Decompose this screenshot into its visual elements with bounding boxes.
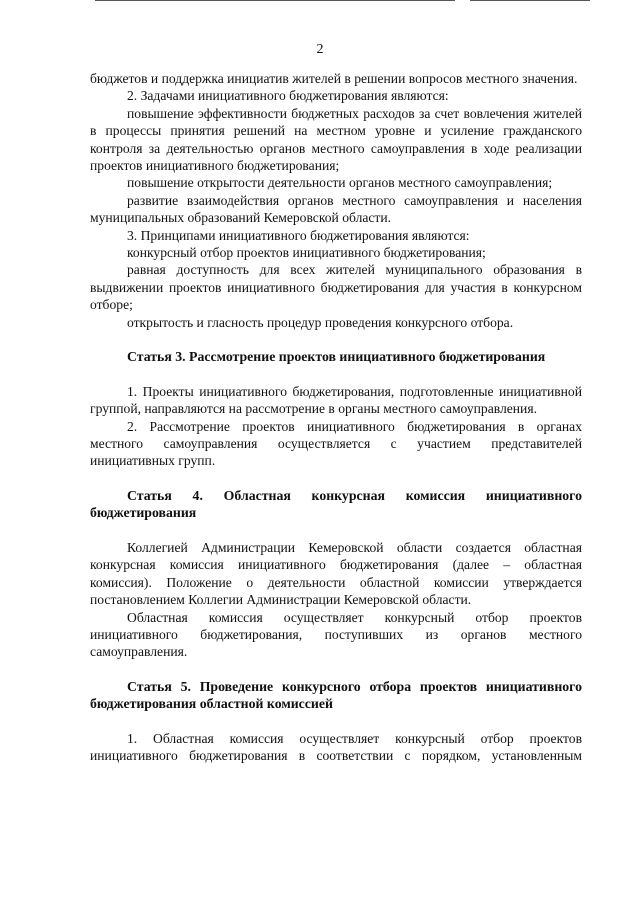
paragraph: конкурсный отбор проектов инициативного бюджетирования; [127,245,486,261]
paragraph: повышение открытости деятельности органов местного самоуправления; [127,175,553,191]
paragraph: Коллегией Администрации Кемеровской области создается областная конкурсная комиссия инициативного бюджетирования (далее – областная комиссия). Положение о деятельности областной комиссии утверждается постановлением Коллегии Администрации Кемеровской области. [90,539,582,608]
paragraph: 2. Рассмотрение проектов инициативного бюджетирования в органах местного самоуправления осуществляется с участием представителей инициативных групп. [90,418,582,469]
section-spacer [90,470,582,487]
section-spacer [90,331,582,348]
article-heading: Статья 3. Рассмотрение проектов инициативного бюджетирования [127,349,546,365]
paragraph: развитие взаимодействия органов местного самоуправления и населения муниципальных образований Кемеровской области. [90,192,582,226]
paragraph: открытость и гласность процедур проведения конкурсного отбора. [127,314,514,330]
article-heading: Статья 4. Областная конкурсная комиссия инициативного бюджетирования [90,487,582,521]
paragraph: 2. Задачами инициативного бюджетирования являются: [127,88,449,104]
section-spacer [90,661,582,678]
article-heading: Статья 5. Проведение конкурсного отбора проектов инициативного бюджетирования областной комиссией [90,678,582,712]
paragraph: 1. Проекты инициативного бюджетирования, подготовленные инициативной группой, направляются на рассмотрение в органы местного самоуправления. [90,383,582,417]
paragraph: 3. Принципами инициативного бюджетирования являются: [127,227,470,243]
top-rule [470,0,590,1]
page-number: 2 [316,42,324,57]
section-spacer [90,366,582,383]
paragraph: бюджетов и поддержка инициатив жителей в решении вопросов местного значения. [90,71,578,86]
top-rule [95,0,455,1]
paragraph: повышение эффективности бюджетных расходов за счет вовлечения жителей в процессы принятия решений на местном уровне и усиление гражданского контроля за деятельностью органов местного самоуправления в ходе реализации проектов инициативного бюджетирования; [90,105,582,174]
section-spacer [90,713,582,730]
paragraph: 1. Областная комиссия осуществляет конкурсный отбор проектов инициативного бюджетирования в соответствии с порядком, установленным [90,730,582,764]
section-spacer [90,522,582,539]
paragraph: равная доступность для всех жителей муниципального образования в выдвижении проектов инициативного бюджетирования для участия в конкурсном отборе; [90,262,582,313]
paragraph: Областная комиссия осуществляет конкурсный отбор проектов инициативного бюджетирования, поступивших из органов местного самоуправления. [90,609,582,660]
document-body [90,70,582,765]
